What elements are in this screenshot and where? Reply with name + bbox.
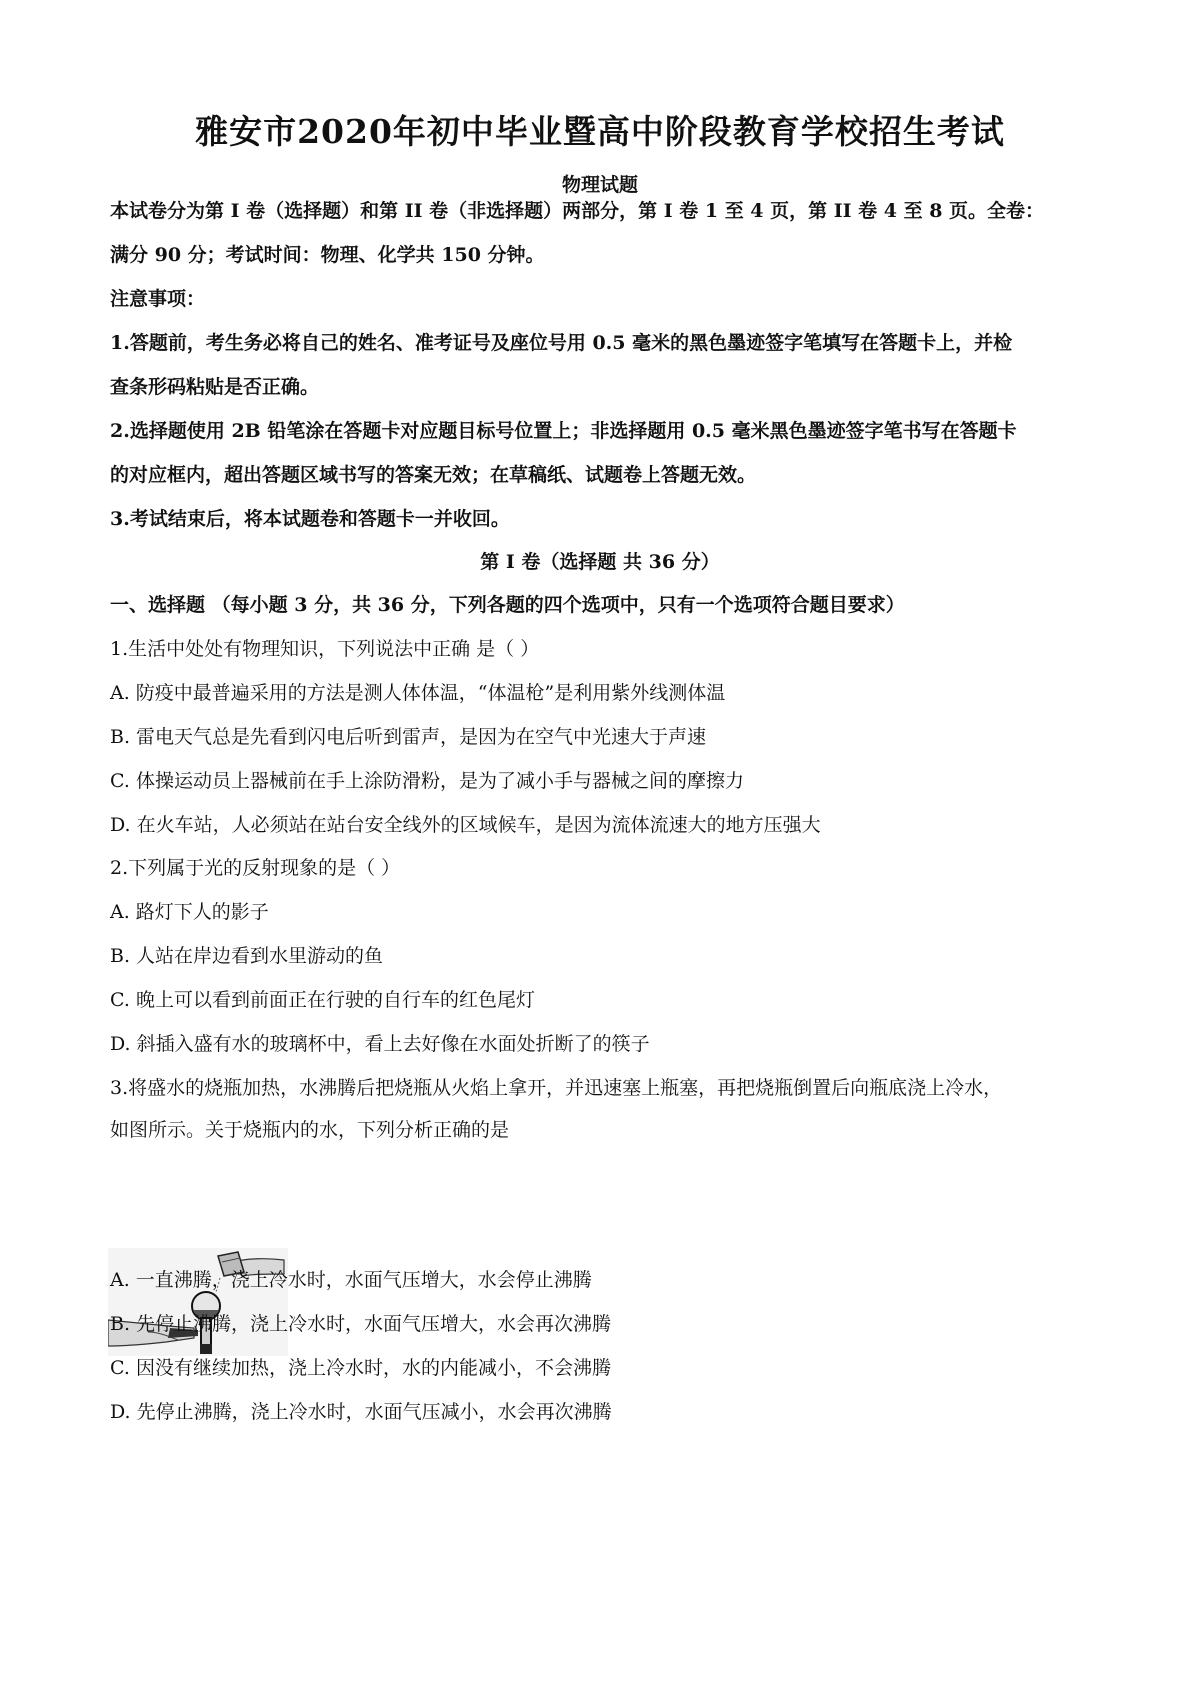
q3-option-d: D. 先停止沸腾，浇上冷水时，水面气压减小，水会再次沸腾 xyxy=(110,1401,612,1423)
notice-item-2-line-1: 2.选择题使用 2B 铅笔涂在答题卡对应题目标号位置上；非选择题用 0.5 毫米黑色墨迹签字笔书写在答题卡 xyxy=(110,420,1017,442)
exam-title: 雅安市2020年初中毕业暨高中阶段教育学校招生考试 xyxy=(195,112,1005,151)
q3-stem-line-2: 如图所示。关于烧瓶内的水，下列分析正确的是 xyxy=(110,1119,510,1141)
q2-option-c: C. 晚上可以看到前面正在行驶的自行车的红色尾灯 xyxy=(110,989,535,1011)
q1-stem: 1.生活中处处有物理知识，下列说法中正确 是（ ） xyxy=(110,638,540,660)
flask-experiment-figure xyxy=(108,1248,288,1356)
notice-item-1-line-2: 查条形码粘贴是否正确。 xyxy=(110,376,320,398)
q3-option-c: C. 因没有继续加热，浇上冷水时，水的内能减小，不会沸腾 xyxy=(110,1357,611,1379)
intro-line-2: 满分 90 分；考试时间：物理、化学共 150 分钟。 xyxy=(110,244,545,266)
notice-item-2-line-2: 的对应框内，超出答题区域书写的答案无效；在草稿纸、试题卷上答题无效。 xyxy=(110,464,757,486)
section-heading: 一、选择题 （每小题 3 分，共 36 分，下列各题的四个选项中，只有一个选项符合题目要求） xyxy=(110,594,905,616)
notice-item-1-line-1: 1.答题前，考生务必将自己的姓名、准考证号及座位号用 0.5 毫米的黑色墨迹签字笔填写在答题卡上，并检 xyxy=(110,332,1013,354)
notice-item-3: 3.考试结束后，将本试题卷和答题卡一并收回。 xyxy=(110,508,510,530)
q3-stem-line-1: 3.将盛水的烧瓶加热，水沸腾后把烧瓶从火焰上拿开，并迅速塞上瓶塞，再把烧瓶倒置后向瓶底浇上冷水， xyxy=(110,1077,1003,1099)
notice-heading: 注意事项： xyxy=(110,288,206,310)
q2-option-d: D. 斜插入盛有水的玻璃杯中，看上去好像在水面处折断了的筷子 xyxy=(110,1033,650,1055)
q3-option-b: B. 先停止沸腾，浇上冷水时，水面气压增大，水会再次沸腾 xyxy=(110,1313,612,1335)
q2-option-a: A. 路灯下人的影子 xyxy=(110,901,269,923)
q2-option-b: B. 人站在岸边看到水里游动的鱼 xyxy=(110,945,384,967)
q2-stem: 2.下列属于光的反射现象的是（ ） xyxy=(110,857,401,879)
q1-option-c: C. 体操运动员上器械前在手上涂防滑粉，是为了减小手与器械之间的摩擦力 xyxy=(110,770,744,792)
part-title: 第 I 卷（选择题 共 36 分） xyxy=(480,551,720,573)
q3-option-a: A. 一直沸腾，浇上冷水时，水面气压增大，水会停止沸腾 xyxy=(110,1269,592,1291)
q1-option-b: B. 雷电天气总是先看到闪电后听到雷声，是因为在空气中光速大于声速 xyxy=(110,726,707,748)
q1-option-a: A. 防疫中最普遍采用的方法是测人体体温，“体温枪”是利用紫外线测体温 xyxy=(110,682,726,704)
q1-option-d: D. 在火车站，人必须站在站台安全线外的区域候车，是因为流体流速大的地方压强大 xyxy=(110,814,821,836)
intro-line-1: 本试卷分为第 I 卷（选择题）和第 II 卷（非选择题）两部分，第 I 卷 1 至 4 页，第 II 卷 4 至 8 页。全卷： xyxy=(110,200,1045,222)
exam-subtitle: 物理试题 xyxy=(561,174,638,196)
